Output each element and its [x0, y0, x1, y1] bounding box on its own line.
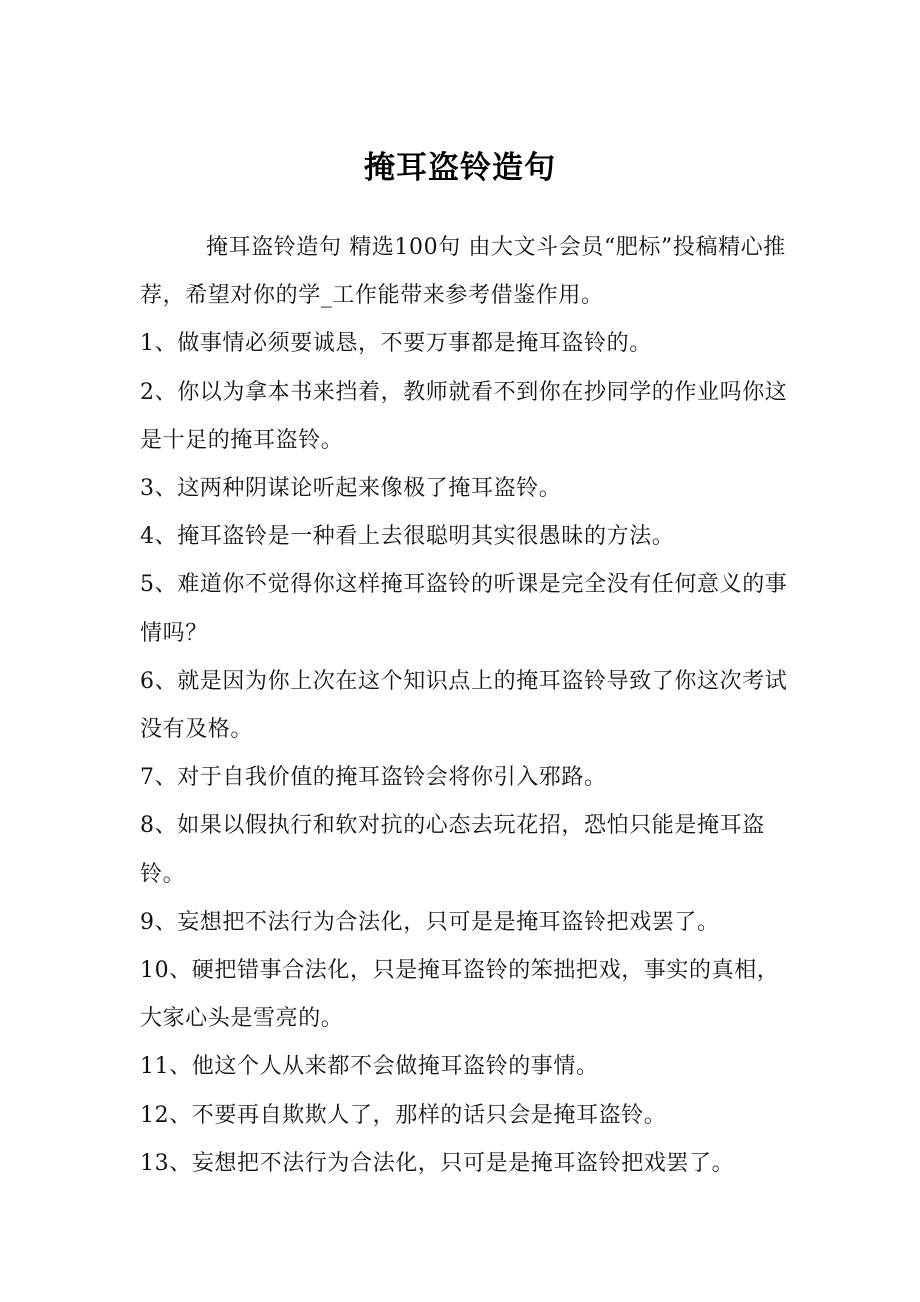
sentence-12: 12、不要再自欺欺人了，那样的话只会是掩耳盗铃。 [140, 1102, 667, 1128]
sentence-11: 11、他这个人从来都不会做掩耳盗铃的事情。 [140, 1054, 599, 1080]
sentence-1: 1、做事情必须要诚恳，不要万事都是掩耳盗铃的。 [140, 331, 652, 357]
sentence-2: 2、你以为拿本书来挡着，教师就看不到你在抄同学的作业吗你这是十足的掩耳盗铃。 [140, 379, 788, 453]
sentence-4: 4、掩耳盗铃是一种看上去很聪明其实很愚昧的方法。 [140, 524, 675, 550]
sentence-9: 9、妄想把不法行为合法化，只可是是掩耳盗铃把戏罢了。 [140, 909, 720, 935]
sentence-6: 6、就是因为你上次在这个知识点上的掩耳盗铃导致了你这次考试没有及格。 [140, 668, 788, 743]
sentence-13: 13、妄想把不法行为合法化，只可是是掩耳盗铃把戏罢了。 [140, 1150, 735, 1176]
sentence-3: 3、这两种阴谋论听起来像极了掩耳盗铃。 [140, 476, 562, 502]
sentence-7: 7、对于自我价值的掩耳盗铃会将你引入邪路。 [140, 765, 607, 791]
sentence-10: 10、硬把错事合法化，只是掩耳盗铃的笨拙把戏，事实的真相，大家心头是雪亮的。 [140, 958, 780, 1032]
intro-paragraph: 掩耳盗铃造句 精选100句 由大文斗会员“肥标”投稿精心推荐，希望对你的学_工作能带来参考借鉴作用。 [140, 235, 786, 309]
page-title: 掩耳盗铃造句 [364, 150, 556, 186]
document-body [140, 224, 790, 1188]
sentence-8: 8、如果以假执行和软对抗的心态去玩花招，恐怕只能是掩耳盗铃。 [140, 813, 765, 887]
sentence-5: 5、难道你不觉得你这样掩耳盗铃的听课是完全没有任何意义的事情吗？ [140, 572, 788, 646]
